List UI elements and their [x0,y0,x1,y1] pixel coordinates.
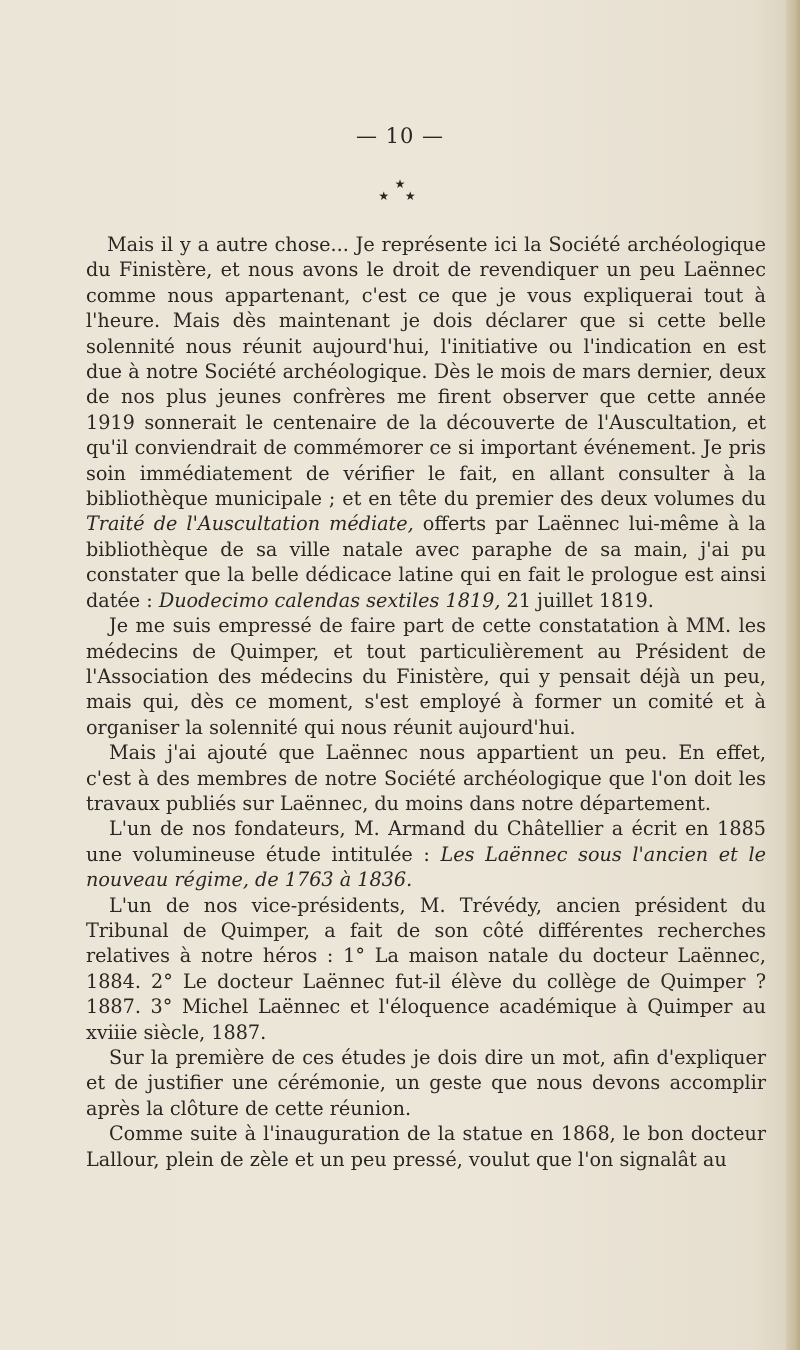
paragraph [86,893,766,1045]
text-run: 21 juillet 1819. [500,588,654,612]
page-number: — 10 — [355,124,445,148]
body-text [86,232,766,1172]
text-run: L'un de nos fondateurs, M. Armand du Châtellier a écrit en 1885 une volumineuse étude intitulée : [86,817,766,866]
text-run: Mais il y a autre chose... Je représente ici la Société archéologique du Finistère, et nous avons le droit de revendiquer un peu Laënnec comme nous appartenant, c'est ce que je vous expliquerai tout à l'heure. Mais dès maintenant je dois déclarer que si cette belle solennité nous réunit aujourd'hui, l'initiative ou l'indication en est due à notre Société archéologique. Dès le mois de mars dernier, deux de nos plus jeunes confrères me firent observer que cette année 1919 sonnerait le centenaire de la découverte de l'Auscultation, et qu'il conviendrait de commémorer ce si important événement. Je pris soin immédiatement de vérifier le fait, en allant consulter à la bibliothèque municipale ; et en tête du premier des deux volumes du [86,233,766,511]
ornament-bottom-stars: ★ ★ [378,189,422,203]
text-run: offerts par Laënnec lui-même à la bibliothèque de sa ville natale avec paraphe de sa main, j'ai pu constater que la belle dédicace latine qui en fait le prologue est ainsi datée : [86,512,766,612]
text-run: Je me suis empressé de faire part de cette constatation à MM. les médecins de Quimper, et tout particulièrement au Président de l'Association des médecins du Finistère, qui y pensait déjà un peu, mais qui, dès ce moment, s'est employé à former un comité et à organiser la solennité qui nous réunit aujourd'hui. [86,614,766,739]
text-run: Sur la première de ces études je dois dire un mot, afin d'expliquer et de justifier une cérémonie, un geste que nous devons accomplir après la clôture de cette réunion. [86,1046,766,1120]
paragraph [86,816,766,892]
text-run: L'un de nos vice-présidents, M. Trévédy, ancien président du Tribunal de Quimper, a fait de son côté différentes recherches relatives à notre héros : 1° La maison natale du docteur Laënnec, 1884. 2° Le docteur Laënnec fut-il élève du collège de Quimper ? 1887. 3° Michel Laënnec et l'éloquence académique à Quimper au xviiie siècle, 1887. [86,893,766,1044]
paragraph [86,613,766,740]
paragraph [86,740,766,816]
page-edge [786,0,800,1350]
text-run: Mais j'ai ajouté que Laënnec nous appartient un peu. En effet, c'est à des membres de notre Société archéologique que l'on doit les travaux publiés sur Laënnec, du moins dans notre département. [86,741,766,815]
paragraph [86,232,766,613]
italic-text: Duodecimo calendas sextiles 1819, [158,588,501,612]
paragraph [86,1121,766,1172]
italic-text: Traité de l'Auscultation médiate, [86,512,414,536]
asterism-ornament [0,178,800,202]
text-run: Comme suite à l'inauguration de la statue en 1868, le bon docteur Lallour, plein de zèle et un peu pressé, voulut que l'on signalât au [86,1122,766,1171]
italic-text: Les Laënnec sous l'ancien et le nouveau régime, de 1763 à 1836. [86,842,766,892]
ornament-top-star: ★ [394,177,406,191]
paragraph [86,1045,766,1121]
